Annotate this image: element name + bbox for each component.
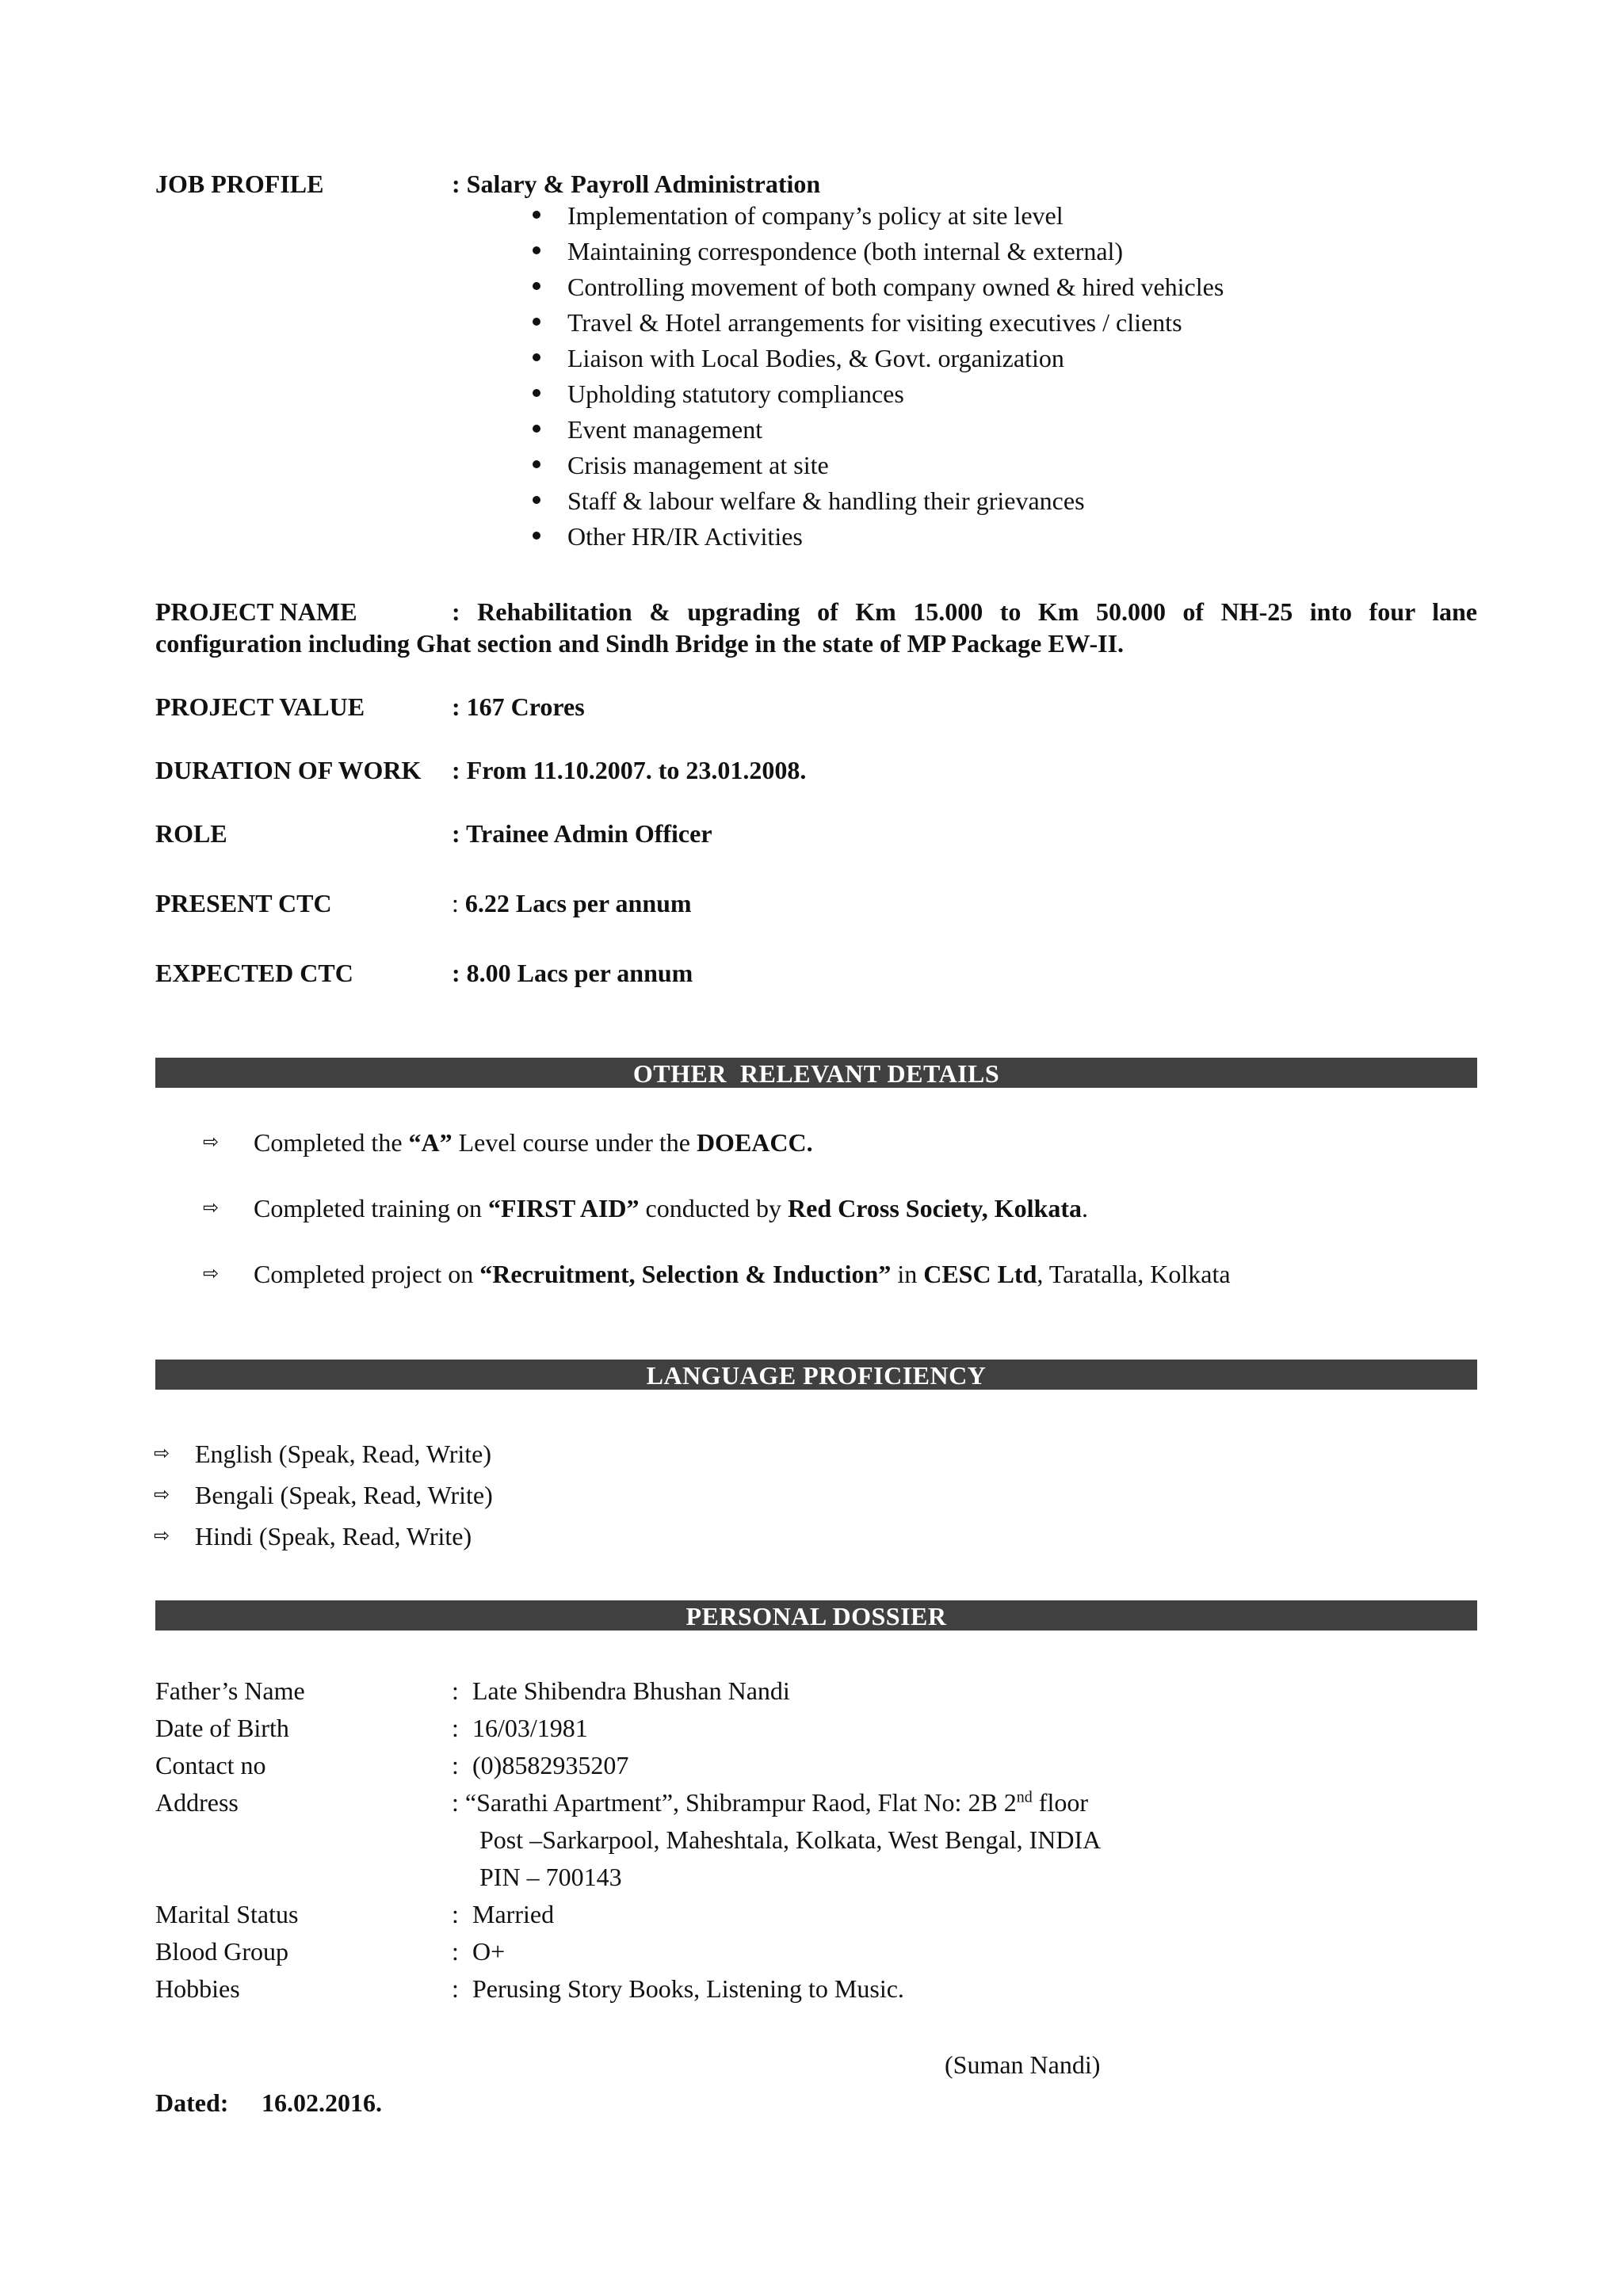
list-item: Crisis management at site <box>567 449 1224 485</box>
project-name-value: : Rehabilitation & upgrading of Km 15.000 to Km 50.000 of NH-25 into four lane configuration including Ghat section and Sindh Bridge in the state of MP Package EW-II. <box>155 597 1477 658</box>
duration-value: : From 11.10.2007. to 23.01.2008. <box>452 756 807 784</box>
list-item: Implementation of company’s policy at site level <box>567 200 1224 235</box>
list-item: Other HR/IR Activities <box>567 521 1224 556</box>
colon: : <box>452 1676 459 1705</box>
expected-ctc-label: EXPECTED CTC <box>155 959 353 987</box>
bullet-icon <box>533 211 540 219</box>
arrow-right-icon: ⇨ <box>154 1524 170 1547</box>
blood-label: Blood Group <box>155 1937 288 1966</box>
project-name <box>155 596 1477 659</box>
present-ctc-label: PRESENT CTC <box>155 889 332 917</box>
project-value-label: PROJECT VALUE <box>155 692 365 721</box>
bullet-icon <box>533 389 540 397</box>
bullet-icon <box>533 460 540 468</box>
list-item: Completed training on “FIRST AID” conducted by Red Cross Society, Kolkata. <box>254 1194 1088 1222</box>
bullet-icon <box>533 353 540 361</box>
job-profile-bullets <box>567 200 1224 556</box>
list-item: Liaison with Local Bodies, & Govt. organization <box>567 342 1224 378</box>
colon: : <box>452 1974 459 2003</box>
personal-heading: PERSONAL DOSSIER <box>155 1600 1477 1630</box>
list-item: Completed project on “Recruitment, Selection & Induction” in CESC Ltd, Taratalla, Kolkata <box>254 1260 1231 1288</box>
list-item: Hindi (Speak, Read, Write) <box>195 1522 472 1550</box>
project-value-value: : 167 Crores <box>452 692 585 721</box>
list-item: English (Speak, Read, Write) <box>195 1440 492 1468</box>
job-profile-value: : Salary & Payroll Administration <box>452 170 821 198</box>
colon: : <box>452 889 459 917</box>
bullet-icon <box>533 532 540 540</box>
project-name-label: PROJECT NAME <box>155 597 357 626</box>
arrow-right-icon: ⇨ <box>154 1442 170 1464</box>
blood-value: O+ <box>472 1937 506 1966</box>
dob-label: Date of Birth <box>155 1714 289 1742</box>
arrow-right-icon: ⇨ <box>154 1483 170 1505</box>
other-details-heading: OTHER RELEVANT DETAILS <box>155 1058 1477 1088</box>
colon: : <box>452 1900 459 1928</box>
list-item: Controlling movement of both company owned & hired vehicles <box>567 271 1224 307</box>
address-label: Address <box>155 1788 239 1817</box>
list-item: Event management <box>567 414 1224 449</box>
duration-label: DURATION OF WORK <box>155 756 422 784</box>
arrow-right-icon: ⇨ <box>203 1196 220 1219</box>
bullet-icon <box>533 318 540 326</box>
hobbies-value: Perusing Story Books, Listening to Music. <box>472 1974 904 2003</box>
language-heading: LANGUAGE PROFICIENCY <box>155 1360 1477 1390</box>
marital-label: Marital Status <box>155 1900 299 1928</box>
bullet-icon <box>533 425 540 433</box>
signature-name: (Suman Nandi) <box>945 2050 1101 2079</box>
role-label: ROLE <box>155 819 227 848</box>
bullet-icon <box>533 246 540 254</box>
list-item: Maintaining correspondence (both internal & external) <box>567 235 1224 271</box>
present-ctc <box>452 887 692 919</box>
contact-label: Contact no <box>155 1751 266 1779</box>
role-value: : Trainee Admin Officer <box>452 819 712 848</box>
bullet-icon <box>533 282 540 290</box>
address-line2: Post –Sarkarpool, Maheshtala, Kolkata, West Bengal, INDIA <box>479 1825 1102 1854</box>
list-item: Completed the “A” Level course under the DOEACC. <box>254 1128 813 1157</box>
arrow-right-icon: ⇨ <box>203 1131 220 1153</box>
list-item: Travel & Hotel arrangements for visiting executives / clients <box>567 307 1224 342</box>
hobbies-label: Hobbies <box>155 1974 240 2003</box>
arrow-right-icon: ⇨ <box>203 1262 220 1284</box>
dated-value: 16.02.2016. <box>262 2088 382 2117</box>
colon: : <box>452 1937 459 1966</box>
father-label: Father’s Name <box>155 1676 305 1705</box>
expected-ctc-value: : 8.00 Lacs per annum <box>452 959 693 987</box>
job-profile-label: JOB PROFILE <box>155 170 324 198</box>
list-item: Upholding statutory compliances <box>567 378 1224 414</box>
present-ctc-value: 6.22 Lacs per annum <box>464 889 692 917</box>
colon: : <box>452 1751 459 1779</box>
marital-value: Married <box>472 1900 555 1928</box>
colon: : <box>452 1714 459 1742</box>
dob-value: 16/03/1981 <box>472 1714 588 1742</box>
contact-value: (0)8582935207 <box>472 1751 629 1779</box>
bullet-icon <box>533 496 540 504</box>
list-item: Bengali (Speak, Read, Write) <box>195 1481 493 1509</box>
address-line1: : “Sarathi Apartment”, Shibrampur Raod, Flat No: 2B 2nd floor <box>452 1788 1088 1817</box>
address-line3: PIN – 700143 <box>479 1863 622 1891</box>
father-value: Late Shibendra Bhushan Nandi <box>472 1676 790 1705</box>
list-item: Staff & labour welfare & handling their grievances <box>567 485 1224 521</box>
dated-label: Dated: <box>155 2088 229 2117</box>
